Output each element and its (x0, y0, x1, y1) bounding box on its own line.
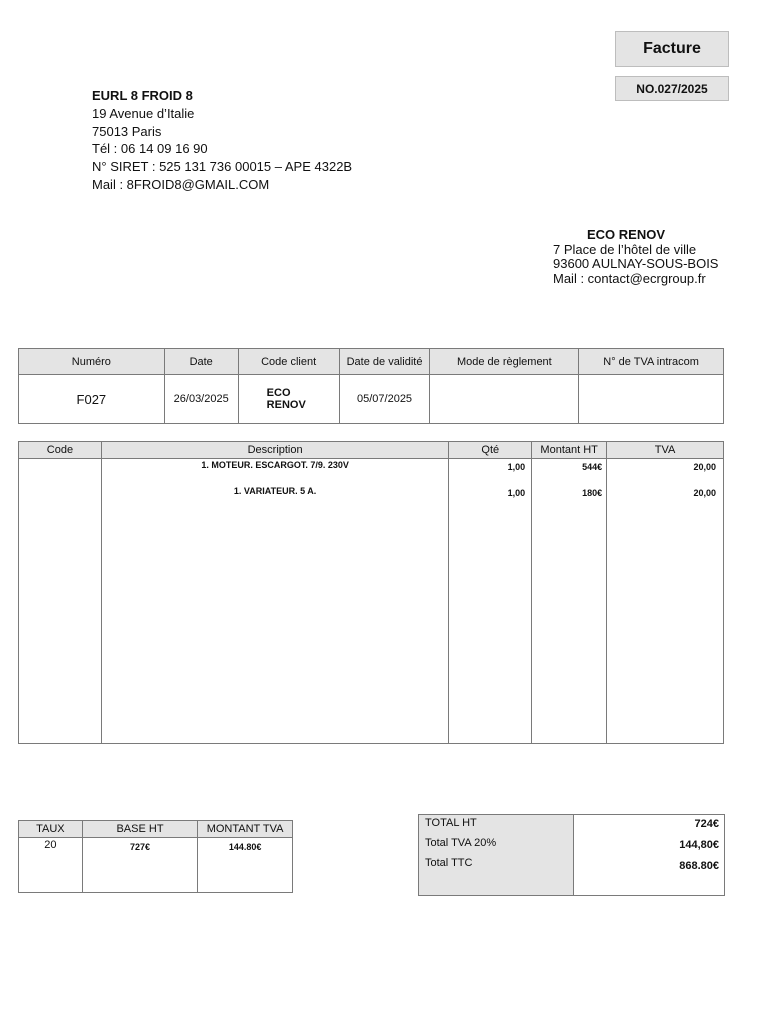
client-address-line1: 7 Place de l’hôtel de ville (553, 241, 697, 257)
line-code (19, 485, 101, 511)
totals-row (419, 815, 725, 896)
invoice-info-row (19, 375, 724, 424)
totals-values (574, 815, 725, 896)
seller-info (92, 87, 352, 194)
header-tva: TVA (607, 442, 724, 459)
total-tva-value: 144,80€ (679, 839, 719, 851)
line-qty: 1,00 (507, 462, 526, 472)
line-tva: 20,00 (693, 462, 716, 472)
qty-column (449, 459, 532, 744)
seller-address-line2: 75013 Paris (92, 123, 162, 139)
line-description: 1. MOTEUR. ESCARGOT. 7/9. 230V (201, 460, 349, 470)
tax-summary-header-row (19, 821, 293, 838)
invoice-numero: F027 (19, 375, 165, 424)
header-description: Description (101, 442, 448, 459)
invoice-info-header-row (19, 349, 724, 375)
invoice-payment-mode (430, 375, 579, 424)
total-ht-label: TOTAL HT (425, 817, 477, 829)
tax-rate: 20 (19, 838, 83, 893)
header-tva-intracom: N° de TVA intracom (579, 349, 724, 375)
tax-amount-tva: 144.80€ (198, 838, 293, 893)
header-montant-tva: MONTANT TVA (198, 821, 293, 838)
header-date: Date (164, 349, 238, 375)
header-code-client: Code client (238, 349, 339, 375)
line-amount-ht: 180€ (582, 488, 603, 498)
header-taux: TAUX (19, 821, 83, 838)
header-payment-mode: Mode de règlement (430, 349, 579, 375)
tax-summary-table (18, 820, 293, 893)
invoice-info-table (18, 348, 724, 424)
invoice-validity-date: 05/07/2025 (339, 375, 430, 424)
header-qty: Qté (449, 442, 532, 459)
line-description: 1. VARIATEUR. 5 A. (233, 486, 317, 496)
client-name: ECO RENOV (587, 227, 666, 242)
amount-ht-column (532, 459, 607, 744)
client-info (553, 228, 718, 286)
client-email: Mail : contact@ecrgroup.fr (553, 270, 706, 286)
seller-name: EURL 8 FROID 8 (92, 88, 193, 103)
code-column (19, 459, 102, 744)
header-numero: Numéro (19, 349, 165, 375)
seller-phone: Tél : 06 14 09 16 90 (92, 141, 208, 157)
total-ht-value: 724€ (694, 818, 719, 830)
document-title: Facture (615, 31, 729, 67)
line-qty: 1,00 (507, 488, 526, 498)
line-items-table (18, 441, 724, 744)
invoice-date: 26/03/2025 (164, 375, 238, 424)
line-code (19, 459, 101, 485)
tva-column (607, 459, 724, 744)
seller-email: Mail : 8FROID8@GMAIL.COM (92, 176, 270, 192)
totals-table (418, 814, 725, 896)
tax-summary-row (19, 838, 293, 893)
totals-labels (419, 815, 574, 896)
seller-siret: N° SIRET : 525 131 736 00015 – APE 4322B (92, 159, 353, 175)
header-validity-date: Date de validité (339, 349, 430, 375)
line-items-body (19, 459, 724, 744)
total-ttc-label: Total TTC (425, 857, 473, 869)
line-tva: 20,00 (693, 488, 716, 498)
description-column (101, 459, 448, 744)
client-address-line2: 93600 AULNAY-SOUS-BOIS (553, 256, 719, 272)
document-number: NO.027/2025 (615, 76, 729, 101)
header-code: Code (19, 442, 102, 459)
invoice-code-client (238, 375, 339, 424)
line-items-header-row (19, 442, 724, 459)
header-amount-ht: Montant HT (532, 442, 607, 459)
seller-address-line1: 19 Avenue d’Italie (92, 105, 195, 121)
header-base-ht: BASE HT (82, 821, 197, 838)
line-amount-ht: 544€ (582, 462, 603, 472)
code-client-line1: ECO (266, 387, 291, 399)
invoice-tva-intracom (579, 375, 724, 424)
tax-base-ht: 727€ (82, 838, 197, 893)
total-ttc-value: 868.80€ (679, 860, 719, 872)
code-client-line2: RENOV (266, 399, 306, 411)
total-tva-label: Total TVA 20% (425, 837, 497, 849)
